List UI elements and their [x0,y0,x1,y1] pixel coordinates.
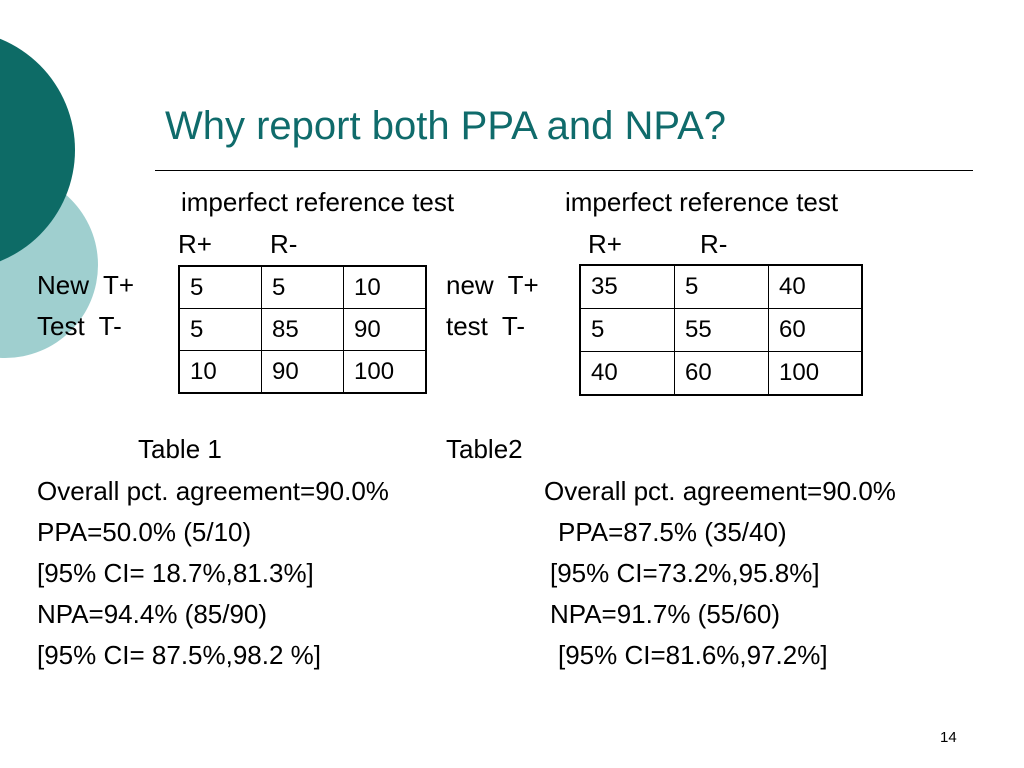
table-cell: 60 [675,352,769,396]
table-cell: 60 [769,309,863,352]
right-ppa: PPA=87.5% (35/40) [558,517,787,547]
left-npa-ci: [95% CI= 87.5%,98.2 %] [37,640,322,670]
left-row-label-tminus: Test T- [37,311,122,341]
decorative-circles [0,0,110,420]
right-overall-agreement: Overall pct. agreement=90.0% [544,476,896,506]
table-cell: 40 [769,265,863,309]
table-row [179,266,426,309]
left-npa: NPA=94.4% (85/90) [37,599,268,629]
table-cell: 5 [675,265,769,309]
left-contingency-table [178,265,427,394]
table-row [580,352,862,396]
left-row-label-tplus: New T+ [37,270,135,300]
table-cell: 5 [179,266,262,309]
table-cell: 90 [344,309,427,351]
left-overall-agreement: Overall pct. agreement=90.0% [37,476,389,506]
right-col-label-rminus: R- [700,229,728,259]
table-cell: 10 [179,351,262,394]
left-ppa-ci: [95% CI= 18.7%,81.3%] [37,558,314,588]
left-table-caption: Table 1 [138,434,222,464]
table-cell: 100 [769,352,863,396]
table-cell: 100 [344,351,427,394]
right-table-caption: Table2 [446,434,523,464]
right-contingency-table [579,264,863,396]
table-cell: 5 [179,309,262,351]
right-npa: NPA=91.7% (55/60) [550,599,781,629]
table-cell: 5 [580,309,675,352]
table-cell: 35 [580,265,675,309]
table-cell: 85 [262,309,344,351]
right-ppa-ci: [95% CI=73.2%,95.8%] [550,558,820,588]
table-row [179,309,426,351]
left-reference-header: imperfect reference test [181,187,455,217]
table-row [580,309,862,352]
left-ppa: PPA=50.0% (5/10) [37,517,252,547]
page-number: 14 [940,729,957,746]
slide-title: Why report both PPA and NPA? [165,104,727,148]
table-row [580,265,862,309]
table-cell: 90 [262,351,344,394]
title-divider [155,170,973,171]
right-row-label-tminus: test T- [446,311,525,341]
right-npa-ci: [95% CI=81.6%,97.2%] [558,640,828,670]
table-cell: 55 [675,309,769,352]
left-col-label-rminus: R- [270,229,298,259]
right-reference-header: imperfect reference test [565,187,839,217]
table-row [179,351,426,394]
right-col-label-rplus: R+ [588,229,622,259]
table-cell: 40 [580,352,675,396]
right-row-label-tplus: new T+ [446,270,539,300]
table-cell: 5 [262,266,344,309]
left-col-label-rplus: R+ [178,229,212,259]
table-cell: 10 [344,266,427,309]
